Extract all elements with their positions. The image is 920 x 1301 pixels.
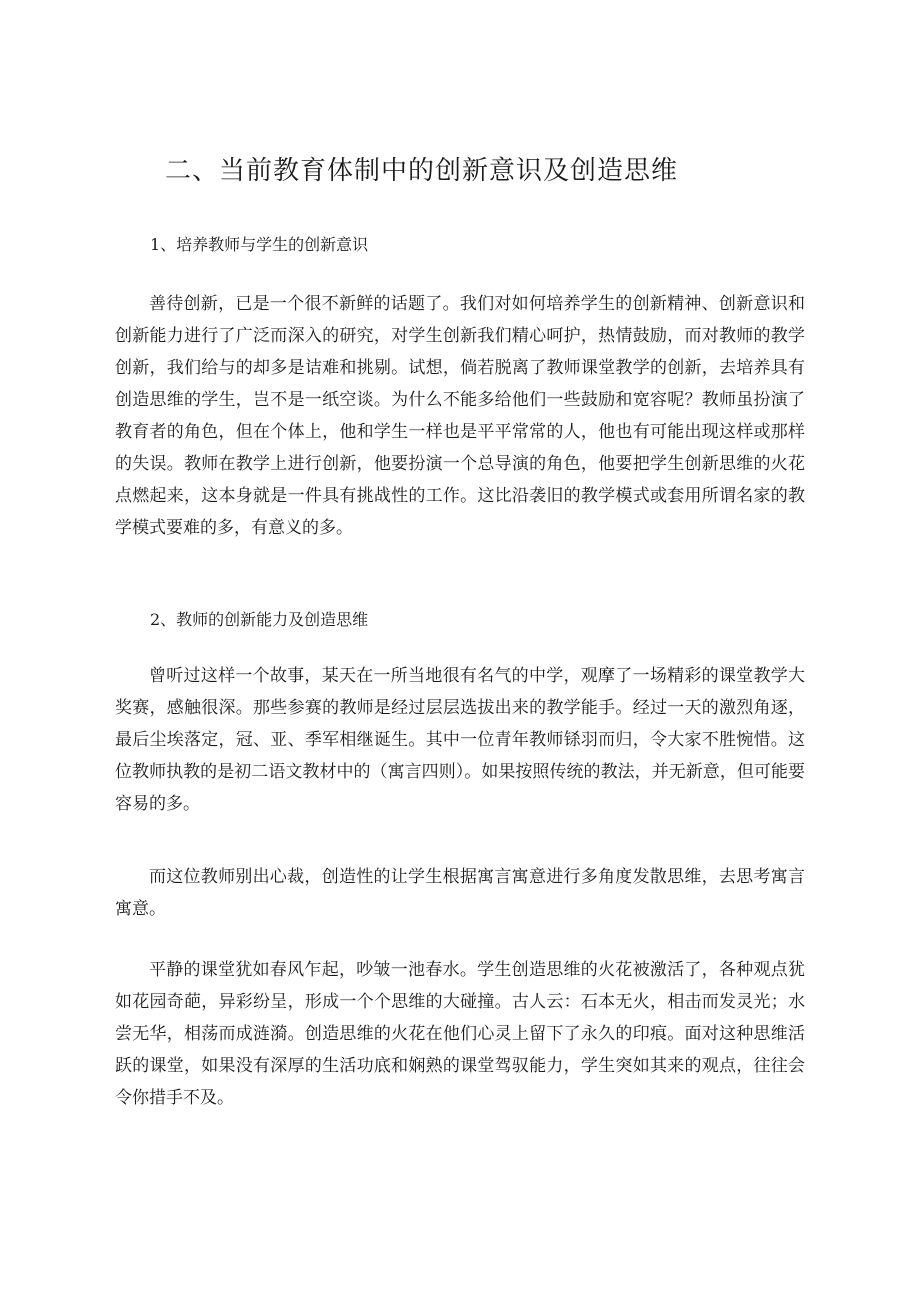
page-title: 二、当前教育体制中的创新意识及创造思维	[165, 156, 679, 186]
paragraph: 而这位教师别出心裁，创造性的让学生根据寓言寓意进行多角度发散思维，去思考寓言寓意。	[115, 867, 805, 919]
paragraph: 平静的课堂犹如春风乍起，吵皱一池春水。学生创造思维的火花被激活了，各种观点犹如花园奇葩，异彩纷呈，形成一个个思维的大碰撞。古人云：石本无火，相击而发灵光；水尝无华，相荡而成涟漪。创造思维的火花在他们心灵上留下了永久的印痕。面对这种思维活跃的课堂，如果没有深厚的生活功底和娴熟的课堂驾驭能力，学生突如其来的观点，往往会令你措手不及。	[115, 960, 805, 1108]
paragraph: 曾听过这样一个故事，某天在一所当地很有名气的中学，观摩了一场精彩的课堂教学大奖赛，感触很深。那些参赛的教师是经过层层选拔出来的教学能手。经过一天的激烈角逐，最后尘埃落定，冠、亚、季军相继诞生。其中一位青年教师铩羽而归，令大家不胜惋惜。这位教师执教的是初二语文教材中的（寓言四则）。如果按照传统的教法，并无新意，但可能要容易的多。	[115, 666, 805, 814]
section-heading-2: 2、教师的创新能力及创造思维	[150, 610, 369, 629]
paragraph: 善待创新，已是一个很不新鲜的话题了。我们对如何培养学生的创新精神、创新意识和创新能力进行了广泛而深入的研究，对学生创新我们精心呵护，热情鼓励，而对教师的教学创新，我们给与的却多是诘难和挑剔。试想，倘若脱离了教师课堂教学的创新，去培养具有创造思维的学生，岂不是一纸空谈。为什么不能多给他们一些鼓励和宽容呢？教师虽扮演了教育者的角色，但在个体上，他和学生一样也是平平常常的人，他也有可能出现这样或那样的失误。教师在教学上进行创新，他要扮演一个总导演的角色，他要把学生创新思维的火花点燃起来，这本身就是一件具有挑战性的工作。这比沿袭旧的教学模式或套用所谓名家的教学模式要难的多，有意义的多。	[115, 294, 805, 538]
section-heading-1: 1、培养教师与学生的创新意识	[150, 235, 369, 254]
